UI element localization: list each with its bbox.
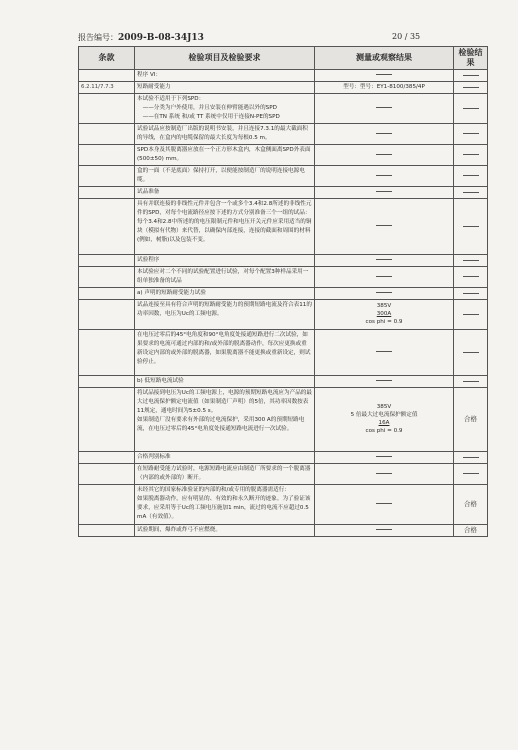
- verdict-cell: [454, 94, 488, 124]
- clause-cell: [79, 485, 135, 525]
- clause-cell: [79, 330, 135, 376]
- item-cell: 试品连接至具有符合声明的短路耐受能力的预期短路电流及符合表11的功率因数，电压为Uc的工频电源。: [135, 300, 315, 330]
- clause-cell: [79, 124, 135, 145]
- item-cell: 本试验不适用于下列SPD： ——分类为户外使用，并且安装在伸臂能遇以外的SPD ——在TN 系统 和/或 TT 系统中仅用于连接N-PE的SPD: [135, 94, 315, 124]
- item-cell: 试验试品应按制造厂出版的说明书安装，并且连接7.3.1的最大截面积的导线，在盒内的电缆保留的最大长度为每根0.5 m。: [135, 124, 315, 145]
- item-cell: SPD本身及其脱离器应放在一个正方形木盒内，木盒侧面离SPD外表面(500±50) mm。: [135, 145, 315, 166]
- result-cell: [315, 187, 454, 199]
- col-clause: 条款: [79, 47, 135, 70]
- result-cell: [315, 267, 454, 288]
- result-cell: [315, 452, 454, 464]
- result-cell: [315, 166, 454, 187]
- item-cell: 试验期间，爆炸或炸弓不应燃烧。: [135, 525, 315, 537]
- item-cell: 程序 VI：: [135, 70, 315, 82]
- verdict-cell: [454, 145, 488, 166]
- table-row: [79, 464, 488, 485]
- col-verdict: 检验结果: [454, 47, 488, 70]
- table-row: [79, 82, 488, 94]
- clause-cell: [79, 452, 135, 464]
- table-row: [79, 255, 488, 267]
- item-cell: 试验程序: [135, 255, 315, 267]
- table-row: [79, 330, 488, 376]
- clause-cell: [79, 376, 135, 388]
- col-item: 检验项目及检验要求: [135, 47, 315, 70]
- col-result: 测量或观察结果: [315, 47, 454, 70]
- clause-cell: 6.2.11/7.7.3: [79, 82, 135, 94]
- result-cell: [315, 124, 454, 145]
- formula-b-label: 5 倍最大过电流保护额定值: [350, 412, 418, 418]
- verdict-cell: [454, 330, 488, 376]
- table-row: [79, 525, 488, 537]
- verdict-cell: 合格: [454, 485, 488, 525]
- formula-a: [315, 300, 454, 330]
- table-row: [79, 452, 488, 464]
- table-row: [79, 199, 488, 255]
- verdict-cell: 合格: [454, 525, 488, 537]
- clause-cell: [79, 267, 135, 288]
- clause-cell: [79, 187, 135, 199]
- result-cell: 型号：型号：EY1-8100/385/4P: [315, 82, 454, 94]
- clause-cell: [79, 288, 135, 300]
- verdict-cell: [454, 70, 488, 82]
- verdict-cell: [454, 452, 488, 464]
- table-row: [79, 124, 488, 145]
- table-header-row: [79, 47, 488, 70]
- item-cell: 未经其它的国家标准验证的内部的和/或专用的脱离器需适行： 如果脱离器动作，应有明显的、有效的和永久断开的迹象。为了验证该要求，应采用等于Uc的工频电压施加1 min，流过的电流不应超过0.5 mA（有效值）。: [135, 485, 315, 525]
- clause-cell: [79, 525, 135, 537]
- result-cell: [315, 525, 454, 537]
- table-row: [79, 485, 488, 525]
- formula-a-voltage: 385V: [376, 303, 392, 309]
- table-row: [79, 70, 488, 82]
- item-cell: 在短路耐受能力试验时，电源短路电流应由制造厂所要求的一个脱离器（内部的或外部的）断开。: [135, 464, 315, 485]
- item-cell: 将试品接到电压为Uc的工频电源上，电源的预期短路电流应为产品的最大过电流保护额定电流值（如果制造厂声明）的5倍，其功率因数按表11规定，通电时间为5±0.5 s。 如果制造厂没有要求有外部的过电流保护，采用300 A的预期短路电流，在电压过零后的45°电角度处接通短路电流进行一次试验。: [135, 388, 315, 452]
- formula-b-current: 16A: [378, 420, 390, 426]
- item-cell: a) 声明的短路耐受能力试验: [135, 288, 315, 300]
- table-row: [79, 288, 488, 300]
- verdict-cell: [454, 267, 488, 288]
- result-cell: [315, 255, 454, 267]
- table-row: [79, 145, 488, 166]
- result-cell: [315, 70, 454, 82]
- item-cell: 具有并联连接的非线性元件并包含一个或多个3.4和2.8所述的非线性元件的SPD，对每个电流路径应按下述的方式分别准备三个一组的试品： 每个3.4和2.8中所述的的电压限制元件和电压开关元件应采用适当的铜块（模拟有代物）来代替，以确保内部连接，连接的截面和周围的材料(例如，树脂)以及包装不变。: [135, 199, 315, 255]
- result-cell: [315, 199, 454, 255]
- formula-b: [315, 388, 454, 452]
- item-cell: 合格判别标准: [135, 452, 315, 464]
- table-body: [79, 70, 488, 537]
- item-cell: b) 低短路电流试验: [135, 376, 315, 388]
- inspection-table: [78, 46, 488, 537]
- verdict-cell: 合格: [454, 388, 488, 452]
- verdict-cell: [454, 300, 488, 330]
- table-row: [79, 166, 488, 187]
- clause-cell: [79, 300, 135, 330]
- item-cell: 短路耐受能力: [135, 82, 315, 94]
- table-row: [79, 187, 488, 199]
- verdict-cell: [454, 464, 488, 485]
- verdict-cell: [454, 255, 488, 267]
- verdict-cell: [454, 376, 488, 388]
- result-cell: [315, 145, 454, 166]
- result-cell: [315, 94, 454, 124]
- formula-b-pf: cos phi = 0.9: [365, 428, 403, 434]
- result-cell: [315, 376, 454, 388]
- item-cell: 本试验应对二个不同的试验配置进行试验，对每个配置3种样品采用一组单独准备的试品: [135, 267, 315, 288]
- formula-b-voltage: 385V: [376, 404, 392, 410]
- table-row: [79, 267, 488, 288]
- page-header: [78, 32, 470, 46]
- clause-cell: [79, 94, 135, 124]
- page-number: 20 / 35: [392, 32, 421, 41]
- item-cell: 试品准备: [135, 187, 315, 199]
- table-row: [79, 94, 488, 124]
- verdict-cell: [454, 124, 488, 145]
- clause-cell: [79, 145, 135, 166]
- clause-cell: [79, 199, 135, 255]
- verdict-cell: [454, 82, 488, 94]
- result-cell: [315, 464, 454, 485]
- table-row: [79, 300, 488, 330]
- formula-a-current: 300A: [376, 311, 392, 317]
- table-row: [79, 388, 488, 452]
- item-cell: 盒的一面（不是底面）保持打开，以便能按制造厂的说明连接电源电缆。: [135, 166, 315, 187]
- clause-cell: [79, 70, 135, 82]
- table-row: [79, 376, 488, 388]
- verdict-cell: [454, 166, 488, 187]
- result-cell: [315, 288, 454, 300]
- verdict-cell: [454, 288, 488, 300]
- verdict-cell: [454, 187, 488, 199]
- formula-a-pf: cos phi = 0.9: [365, 319, 403, 325]
- report-number: 报告编号：2009-B-08-34J13: [78, 33, 204, 43]
- item-cell: 在电压过零后的45°电角度和90°电角度处接通短路进行二次试验，如果要求的电流可通过内部的和/或外部的脱离器动作，每次应更换或重新设定内部的或外部的脱离器，如果脱离器不能更换或重新设定，则试验停止。: [135, 330, 315, 376]
- result-cell: [315, 485, 454, 525]
- clause-cell: [79, 388, 135, 452]
- result-cell: [315, 330, 454, 376]
- clause-cell: [79, 464, 135, 485]
- clause-cell: [79, 255, 135, 267]
- verdict-cell: [454, 199, 488, 255]
- clause-cell: [79, 166, 135, 187]
